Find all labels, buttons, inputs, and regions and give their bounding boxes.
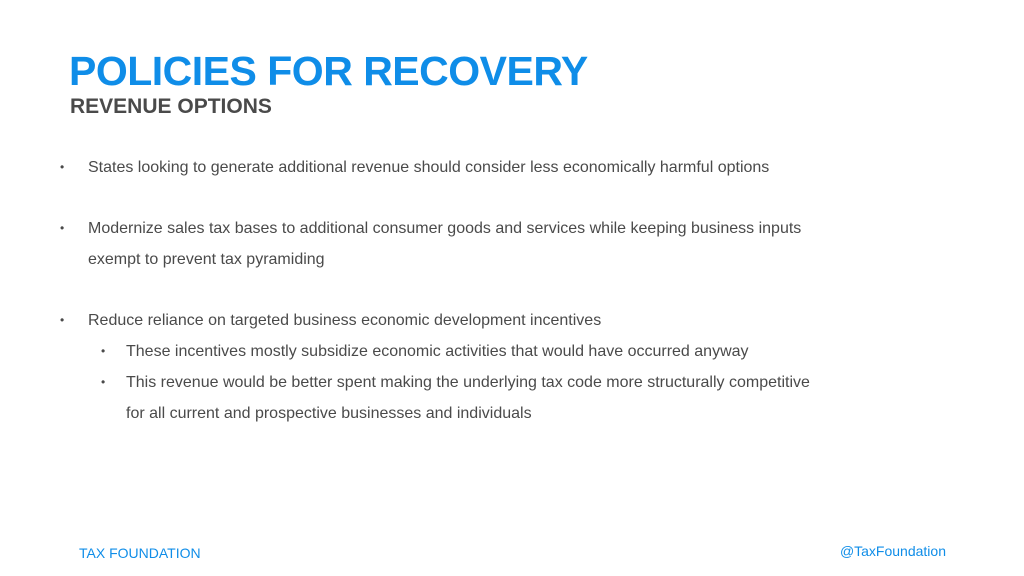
- sub-bullet-text: These incentives mostly subsidize economic activities that would have occurred anyway: [126, 343, 749, 360]
- bullet-item: [60, 305, 880, 336]
- sub-bullet-text-line: for all current and prospective businesses and individuals: [126, 405, 532, 422]
- bullet-text: • Reduce reliance on targeted business economic development incentives: [88, 312, 602, 329]
- sub-bullet-item: [60, 336, 880, 367]
- bullet-list: [60, 152, 880, 429]
- footer-handle: @TaxFoundation: [839, 543, 946, 559]
- bullet-item: [60, 213, 880, 275]
- slide-title: POLICIES FOR RECOVERY: [69, 48, 588, 94]
- sub-bullet-text-line: • This revenue would be better spent making the underlying tax code more structurally competitive: [126, 374, 810, 391]
- bullet-text: States looking to generate additional revenue should consider less economically harmful options: [88, 159, 770, 176]
- sub-bullet-item: [60, 367, 880, 429]
- bullet-text-line: exempt to prevent tax pyramiding: [88, 251, 325, 268]
- slide-subtitle: REVENUE OPTIONS: [70, 95, 272, 118]
- bullet-text-line: • Modernize sales tax bases to additional consumer goods and services while keeping business inputs: [88, 220, 802, 237]
- bullet-item: [60, 152, 880, 183]
- footer-organization: TAX FOUNDATION: [79, 545, 201, 561]
